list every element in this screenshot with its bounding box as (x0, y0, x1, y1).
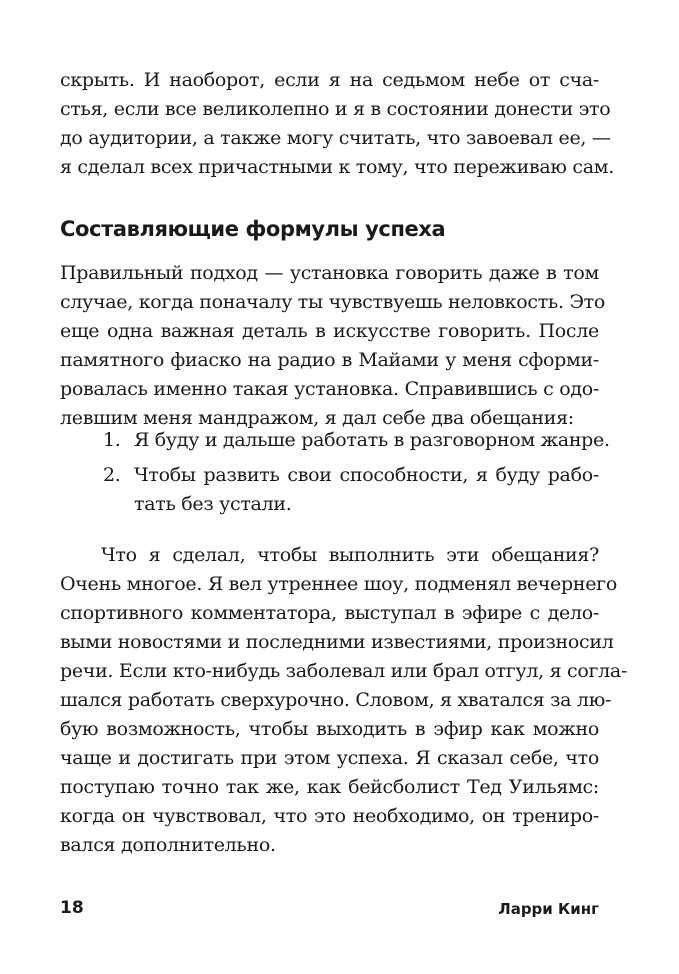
text-line: спортивного комментатора, выступал в эфире с дело- (60, 602, 599, 624)
text-line: до аудитории, а также могу считать, что завоевал ее, — (60, 127, 611, 149)
list-item-text: тать без устали. (134, 493, 292, 515)
text-line: скрыть. И наоборот, если я на седьмом небе от сча- (60, 69, 599, 91)
text-line: ровалась именно такая установка. Справившись с одо- (60, 378, 599, 400)
text-line: выми новостями и последними известиями, произносил (60, 631, 614, 653)
list-number: 2. (103, 464, 121, 486)
text-line: вался дополнительно. (60, 834, 276, 856)
text-line: Очень многое. Я вел утреннее шоу, подменял вечернего (60, 573, 617, 595)
running-head-author: Ларри Кинг (498, 900, 599, 918)
text-line: памятного фиаско на радио в Майами у меня сформи- (60, 349, 599, 371)
text-line: речи. Если кто-нибудь заболевал или брал отгул, я согла- (60, 660, 628, 682)
text-line: бую возможность, чтобы выходить в эфир как можно (60, 718, 599, 740)
text-line: еще одна важная деталь в искусстве говорить. После (60, 320, 599, 342)
text-line: случае, когда поначалу ты чувствуешь неловкость. Это (60, 291, 606, 313)
text-line: чаще и достигать при этом успеха. Я сказал себе, что (60, 747, 599, 769)
list-item-text: Чтобы развить свои способности, я буду рабо- (134, 464, 599, 486)
page-number: 18 (60, 898, 84, 918)
text-line: я сделал всех причастными к тому, что переживаю сам. (60, 156, 614, 178)
text-line: Правильный подход — установка говорить даже в том (60, 262, 599, 284)
text-line: шался работать сверхурочно. Словом, я хватался за лю- (60, 689, 612, 711)
list-item-text: Я буду и дальше работать в разговорном жанре. (134, 429, 610, 451)
section-heading: Составляющие формулы успеха (60, 217, 446, 241)
text-line: Что я сделал, чтобы выполнить эти обещания? (101, 544, 599, 566)
text-line: стья, если все великолепно и я в состоянии донести это (60, 98, 611, 120)
text-line: когда он чувствовал, что это необходимо, он трениро- (60, 805, 599, 827)
list-number: 1. (103, 429, 121, 451)
text-line: поступаю точно так же, как бейсболист Тед Уильямс: (60, 776, 599, 798)
text-line: левшим меня мандражом, я дал себе два обещания: (60, 407, 574, 429)
